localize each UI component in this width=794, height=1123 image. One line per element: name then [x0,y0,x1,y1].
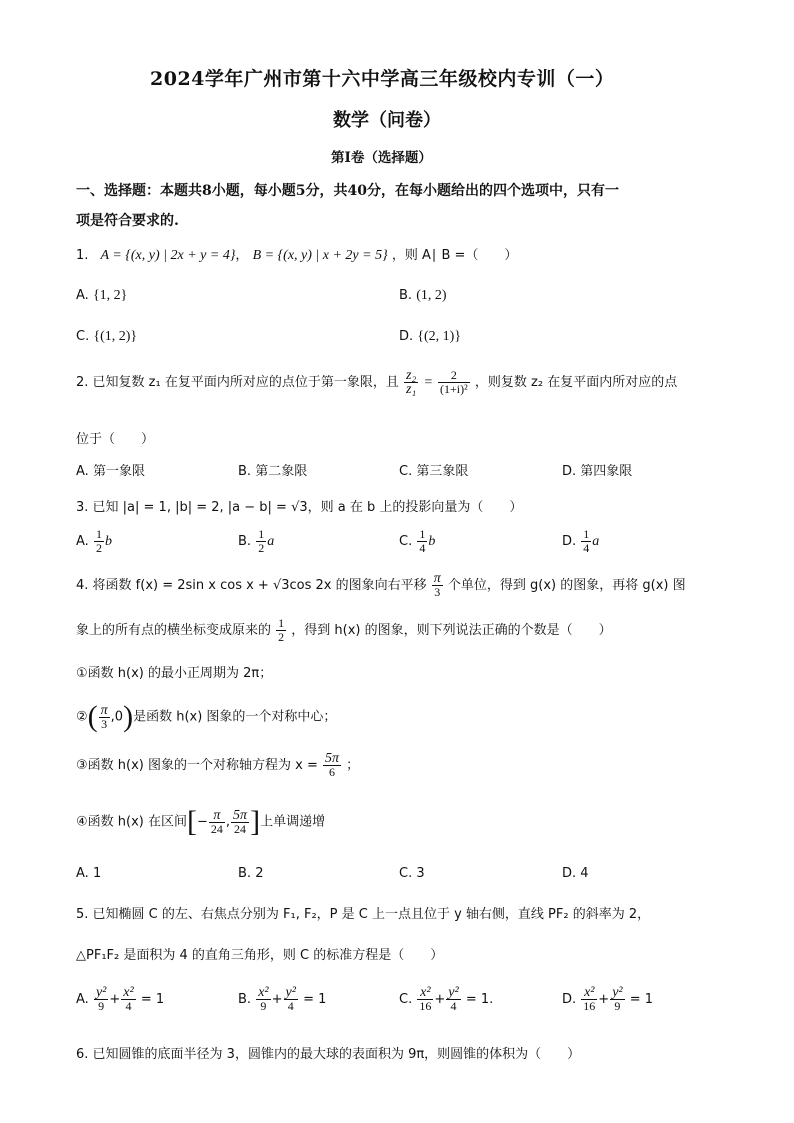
question-5-line2: △PF₁F₂ 是面积为 4 的直角三角形，则 C 的标准方程是（ ） [76,948,444,963]
question-5: 5. 已知椭圆 C 的左、右焦点分别为 F₁, F₂，P 是 C 上一点且位于 y 轴右侧，直线 PF₂ 的斜率为 2， [76,907,651,922]
section-heading-line2: 项是符合要求的. [76,213,179,229]
question-6: 6. 已知圆锥的底面半径为 3，圆锥内的最大球的表面积为 9π，则圆锥的体积为（ ） [76,1047,581,1062]
q3-option-d: D. $\frac{1}{4}$ a [562,527,600,555]
q2-option-c: C. 第三象限 [399,464,469,479]
q4-option-d: D. 4 [562,866,589,881]
question-4: 4. 将函数 f(x) = 2sin x cos x + √3cos 2x 的图象向右平移 $\frac{\pi}{3}$ 个单位，得到 g(x) 的图象，再将 g(x) 图 [76,571,686,599]
question-1: 1. A = {(x, y) | 2x + y = 4}， B = {(x, y) | x + 2y = 5} ，则 A∣ B =（ ） [76,248,518,263]
statement-2: ②( $\frac{\pi}{3}$ ,0)是函数 h(x) 图象的一个对称中心； [76,700,337,733]
q1-option-c: C. {(1, 2)} [76,329,138,344]
q5-option-b: B. $\frac{\text{x²}}{9}$ + $\frac{\text{y²}}{4}$ = 1 [238,985,327,1013]
q1-option-a: A. {1, 2} [76,288,128,303]
q2-option-b: B. 第二象限 [238,464,308,479]
question-4-line2: 象上的所有点的横坐标变成原来的 $\frac{1}{2}$ ，得到 h(x) 的图象，则下列说法正确的个数是（ ） [76,616,612,644]
q2-option-d: D. 第四象限 [562,464,633,479]
q4-option-a: A. 1 [76,866,102,881]
q5-option-c: C. $\frac{\text{x²}}{16}$ + $\frac{\text{y²}}{4}$ = 1. [399,985,494,1013]
statement-4: ④函数 h(x) 在区间[− $\frac{\pi}{24}$ , $\frac{5\pi}{24}$ ]上单调递增 [76,805,326,838]
q2-option-a: A. 第一象限 [76,464,145,479]
page-title: 2024学年广州市第十六中学高三年级校内专训（一） [150,68,615,90]
q4-option-c: C. 3 [399,866,425,881]
q3-option-c: C. $\frac{1}{4}$ b [399,527,436,555]
question-tail: ，则 A∣ B =（ ） [391,248,518,263]
fraction: $\frac{2}{\text{(1+i)²}}$ [440,368,468,396]
q3-option-a: A. $\frac{1}{2}$ b [76,527,112,555]
q1-option-d: D. {(2, 1)} [399,329,462,344]
page-subtitle: 数学（问卷） [333,110,441,131]
question-2-line2: 位于（ ） [76,432,155,447]
set-b: B = {(x, y) | x + 2y = 5} [252,248,388,263]
volume-title: 第Ⅰ卷（选择题） [331,150,432,166]
q4-option-b: B. 2 [238,866,264,881]
statement-3: ③函数 h(x) 图象的一个对称轴方程为 x = $\frac{5\pi}{6}$ ； [76,751,360,779]
fraction: $\frac{\text{z₂}}{\text{z₁}}$ [405,368,417,397]
question-2: 2. 已知复数 z₁ 在复平面内所对应的点位于第一象限，且 $\frac{\text{z₂}}{\text{z₁}}$ = $\frac{2}{\text{(1+i)²}}$ ，则复数 z₂ 在复平面内所对应的点 [76,368,678,397]
set-a: A = {(x, y) | 2x + y = 4} [100,248,236,263]
q1-option-b: B. (1, 2) [399,288,447,303]
q3-option-b: B. $\frac{1}{2}$ a [238,527,275,555]
question-number: 1. [76,248,89,263]
q5-option-d: D. $\frac{\text{x²}}{16}$ + $\frac{\text{y²}}{9}$ = 1 [562,985,654,1013]
question-3: 3. 已知 |a| = 1, |b| = 2, |a − b| = √3，则 a 在 b 上的投影向量为（ ） [76,500,523,515]
statement-1: ①函数 h(x) 的最小正周期为 2π； [76,666,273,681]
q5-option-a: A. $\frac{\text{y²}}{9}$ + $\frac{\text{x²}}{4}$ = 1 [76,985,165,1013]
section-heading-line1: 一、选择题：本题共8小题，每小题5分，共40分，在每小题给出的四个选项中，只有一 [76,183,619,199]
